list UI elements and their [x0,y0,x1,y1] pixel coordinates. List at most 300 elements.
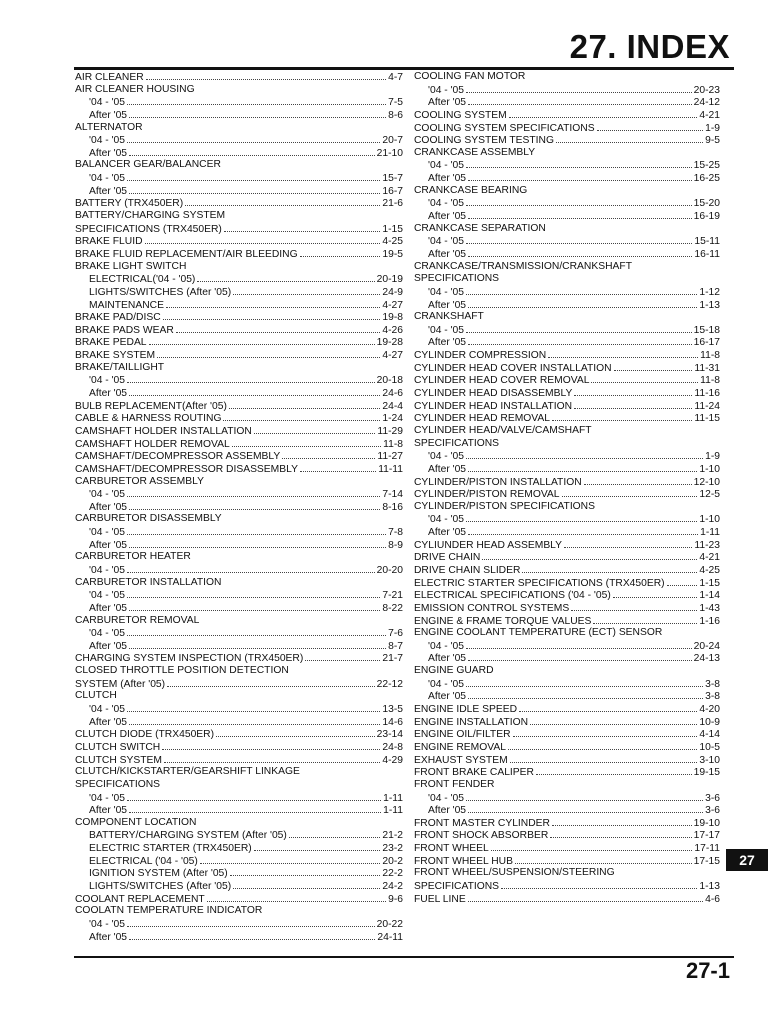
index-entry-label: After '05 [428,805,467,817]
leader-dots [167,678,375,687]
index-entry-label: CLOSED THROTTLE POSITION DETECTION [75,665,289,677]
index-entry-label: DRIVE CHAIN SLIDER [414,564,521,576]
index-entry-page: 20-18 [376,375,403,387]
index-entry [414,96,720,109]
index-entry-page: 15-20 [693,198,720,210]
index-entry-page: 17-15 [693,855,720,867]
index-entry-label: ENGINE & FRAME TORQUE VALUES [414,615,592,627]
leader-dots [146,71,386,80]
index-entry [75,501,403,514]
index-entry [75,84,403,97]
leader-dots [127,134,380,143]
index-entry-page: 1-10 [699,463,720,475]
index-entry [414,589,720,602]
index-entry-label: COOLING SYSTEM [414,109,507,121]
index-entry [414,867,720,880]
index-entry-label: CYLINDER HEAD/VALVE/CAMSHAFT [414,424,592,436]
leader-dots [127,374,375,383]
index-entry-label: BRAKE LIGHT SWITCH [75,260,187,272]
index-entry [414,235,720,248]
index-entry [414,438,720,451]
index-entry [75,476,403,489]
index-entry [414,286,720,299]
index-entry-page: 11-8 [700,375,720,387]
index-entry-label: ALTERNATOR [75,121,143,133]
leader-dots [129,539,386,548]
index-entry-label: BRAKE PADS WEAR [75,324,174,336]
index-entry-label: After '05 [89,388,128,400]
index-entry [414,880,720,893]
index-entry [414,400,720,413]
index-entry-page: 3-8 [705,678,720,690]
index-entry-page: 8-16 [382,501,403,513]
index-entry-page: 24-2 [382,881,403,892]
leader-dots [556,134,703,143]
index-entry [414,893,720,906]
index-entry-label: CYLINDER HEAD COVER INSTALLATION [414,362,612,374]
leader-dots [468,652,692,661]
leader-dots [530,716,697,725]
index-entry-page: 15-11 [694,236,720,248]
index-entry [75,640,403,653]
index-entry-label: ELECTRICAL('04 - '05) [89,274,196,286]
index-entry-label: MAINTENANCE [89,299,164,311]
leader-dots [597,122,704,131]
index-entry [75,551,403,564]
index-entry-label: '04 - '05 [428,236,464,248]
index-entry-page: 20-7 [382,135,403,147]
leader-dots [468,96,692,105]
leader-dots [127,172,380,181]
leader-dots [127,96,386,105]
index-entry-page: 24-4 [382,400,403,412]
index-entry-label: '04 - '05 [428,198,464,210]
leader-dots [513,728,698,737]
index-entry-label: After '05 [89,539,128,551]
index-entry [414,210,720,223]
leader-dots [468,690,703,699]
index-entry-label: CARBURETOR HEATER [75,551,191,563]
index-entry-label: CRANKCASE ASSEMBLY [414,146,536,158]
index-entry-page: 11-29 [377,425,403,437]
index-entry-label: CYLIUNDER HEAD ASSEMBLY [414,539,563,551]
index-entry-page: 1-11 [383,792,403,804]
index-entry-label: COOLING SYSTEM TESTING [414,135,554,147]
leader-dots [197,273,374,282]
index-entry [414,804,720,817]
index-entry-page: 24-6 [382,388,403,400]
index-entry [414,412,720,425]
index-entry-label: CLUTCH/KICKSTARTER/GEARSHIFT LINKAGE [75,766,300,778]
index-entry-label: After '05 [89,640,128,652]
index-entry [75,690,403,703]
index-entry-page: 9-5 [705,135,720,147]
index-entry-label: ENGINE INSTALLATION [414,716,529,728]
index-entry-label: After '05 [428,463,467,475]
index-entry-label: After '05 [89,147,128,159]
index-entry [414,501,720,514]
index-entry-page: 15-25 [693,160,720,172]
index-entry [414,716,720,729]
index-entry-label: After '05 [428,337,467,349]
index-entry-label: After '05 [428,211,467,223]
leader-dots [145,235,381,244]
index-entry-page: 21-7 [382,653,403,665]
leader-dots [614,362,693,371]
leader-dots [466,513,697,522]
index-entry [414,425,720,438]
index-entry-label: SPECIFICATIONS [75,778,161,790]
index-entry-label: SYSTEM (After '05) [75,678,166,690]
index-entry [75,311,403,324]
index-entry-label: After '05 [428,691,467,703]
index-entry-label: CRANKCASE SEPARATION [414,222,546,234]
index-entry-label: After '05 [89,931,128,943]
index-entry [414,248,720,261]
index-entry [75,804,403,817]
leader-dots [613,589,698,598]
index-entry [75,829,403,842]
index-entry [75,564,403,577]
index-entry-page: 1-43 [699,602,720,614]
index-entry-page: 1-9 [705,451,720,463]
index-entry-label: SPECIFICATIONS [414,881,500,892]
leader-dots [574,400,692,409]
leader-dots [468,804,703,813]
index-entry-label: '04 - '05 [89,135,125,147]
leader-dots [468,893,703,902]
index-entry [75,286,403,299]
index-entry-label: BATTERY/CHARGING SYSTEM (After '05) [89,830,287,842]
index-entry [75,526,403,539]
index-entry [75,159,403,172]
index-entry-page: 7-8 [388,527,403,539]
index-entry [414,842,720,855]
index-entry [414,526,720,539]
index-entry-label: After '05 [428,248,467,260]
index-entry-page: 16-17 [693,337,720,349]
leader-dots [176,324,381,333]
index-entry-label: '04 - '05 [89,173,125,185]
leader-dots [536,766,692,775]
leader-dots [466,159,692,168]
index-entry-label: After '05 [428,653,467,665]
index-entry [414,766,720,779]
index-entry-page: 21-6 [382,198,403,210]
index-entry [75,248,403,261]
index-entry [75,779,403,792]
index-entry-page: 19-5 [382,248,403,260]
index-entry-label: BALANCER GEAR/BALANCER [75,159,221,171]
index-entry-page: 24-9 [382,286,403,298]
index-entry-label: ENGINE COOLANT TEMPERATURE (ECT) SENSOR [414,627,663,639]
index-entry [414,336,720,349]
index-entry-page: 4-25 [382,236,403,248]
index-entry-page: 17-11 [694,843,720,855]
page-title: 27. INDEX [569,28,730,65]
index-entry-page: 17-17 [693,830,720,842]
index-entry-label: COOLATN TEMPERATURE INDICATOR [75,905,263,917]
index-entry-page: 4-20 [699,704,720,716]
index-entry-label: CARBURETOR INSTALLATION [75,576,222,588]
index-entry-page: 10-5 [699,741,720,753]
index-entry-page: 10-9 [699,716,720,728]
index-entry [75,615,403,628]
index-entry-label: CAMSHAFT/DECOMPRESSOR DISASSEMBLY [75,463,298,475]
index-entry [414,311,720,324]
index-column-right [414,71,720,905]
index-entry-label: '04 - '05 [428,451,464,463]
index-entry [75,122,403,135]
index-entry-page: 19-8 [382,312,403,324]
leader-dots [127,792,381,801]
index-entry [414,577,720,590]
index-entry-label: CARBURETOR ASSEMBLY [75,475,204,487]
leader-dots [468,336,692,345]
index-entry [75,185,403,198]
index-entry-page: 4-14 [699,729,720,741]
index-entry-label: After '05 [428,173,467,185]
leader-dots [129,109,386,118]
index-entry-label: BATTERY/CHARGING SYSTEM [75,210,226,222]
leader-dots [552,412,692,421]
index-entry-page: 8-22 [382,602,403,614]
leader-dots [584,476,692,485]
index-entry-page: 4-6 [705,893,720,905]
leader-dots [224,223,381,232]
leader-dots [127,627,386,636]
index-entry-page: 8-6 [388,109,403,121]
index-entry-page: 15-18 [693,324,720,336]
index-entry-page: 20-22 [376,918,403,930]
index-entry-page: 11-27 [377,451,403,463]
index-entry-page: 24-12 [693,97,720,109]
index-entry-label: CLUTCH SYSTEM [75,754,162,766]
index-entry-label: '04 - '05 [89,590,125,602]
index-entry [75,539,403,552]
index-entry [75,589,403,602]
leader-dots [466,640,692,649]
index-entry [75,387,403,400]
index-entry [75,817,403,830]
index-entry-label: ENGINE IDLE SPEED [414,704,517,716]
index-entry-page: 8-7 [388,640,403,652]
leader-dots [562,488,698,497]
index-entry [75,652,403,665]
index-entry-page: 14-6 [382,716,403,728]
leader-dots [508,741,697,750]
index-entry [414,652,720,665]
index-entry-label: DRIVE CHAIN [414,552,481,564]
leader-dots [254,842,381,851]
index-entry [414,223,720,236]
index-entry [75,678,403,691]
index-entry [75,197,403,210]
index-entry [414,539,720,552]
index-entry-page: 1-13 [699,881,720,892]
index-entry [75,109,403,122]
index-entry [75,235,403,248]
index-entry-label: CLUTCH SWITCH [75,741,161,753]
leader-dots [305,652,380,661]
index-entry-label: FRONT WHEEL [414,843,489,855]
index-entry-label: '04 - '05 [89,375,125,387]
leader-dots [127,703,380,712]
index-entry-label: After '05 [428,97,467,109]
index-entry-label: LIGHTS/SWITCHES (After '05) [89,881,232,892]
index-entry-label: FRONT BRAKE CALIPER [414,767,534,779]
leader-dots [289,829,381,838]
index-entry [414,84,720,97]
leader-dots [468,172,692,181]
leader-dots [519,703,697,712]
index-entry [414,602,720,615]
leader-dots [157,349,380,358]
index-entry-label: BRAKE/TAILLIGHT [75,361,165,373]
index-entry-label: FRONT WHEEL/SUSPENSION/STEERING [414,867,615,879]
index-entry [75,741,403,754]
index-entry-label: ENGINE REMOVAL [414,741,506,753]
index-entry-label: FRONT WHEEL HUB [414,855,513,867]
index-entry-page: 11-16 [694,388,720,400]
index-entry-page: 4-29 [382,754,403,766]
leader-dots [129,501,380,510]
leader-dots [510,754,698,763]
index-entry-page: 4-27 [382,350,403,362]
index-entry-label: CAMSHAFT HOLDER INSTALLATION [75,425,252,437]
index-entry [75,842,403,855]
leader-dots [127,564,375,573]
index-entry-label: '04 - '05 [89,918,125,930]
index-entry-label: CYLINDER HEAD INSTALLATION [414,400,573,412]
index-entry-page: 23-14 [376,729,403,741]
leader-dots [482,551,697,560]
index-entry [414,665,720,678]
index-entry-label: '04 - '05 [428,678,464,690]
leader-dots [468,463,697,472]
index-entry [414,754,720,767]
leader-dots [129,387,380,396]
index-entry-label: FRONT MASTER CYLINDER [414,817,550,829]
leader-dots [522,564,697,573]
index-entry-label: '04 - '05 [428,514,464,526]
leader-dots [550,829,691,838]
index-entry [75,134,403,147]
index-entry-page: 20-23 [693,84,720,96]
leader-dots [548,349,698,358]
index-entry [75,273,403,286]
index-entry [75,792,403,805]
leader-dots [564,539,692,548]
index-entry-label: '04 - '05 [89,792,125,804]
index-entry-page: 20-19 [376,274,403,286]
index-entry [75,261,403,274]
index-entry-label: '04 - '05 [89,527,125,539]
index-entry-label: '04 - '05 [428,640,464,652]
index-entry-page: 4-21 [699,552,720,564]
leader-dots [574,387,692,396]
leader-dots [491,842,693,851]
leader-dots [216,728,375,737]
index-column-left [75,71,403,943]
index-entry-label: BRAKE SYSTEM [75,350,156,362]
leader-dots [129,804,381,813]
leader-dots [233,286,380,295]
index-entry-label: After '05 [89,501,128,513]
index-entry-label: '04 - '05 [89,564,125,576]
index-entry-label: FRONT FENDER [414,778,495,790]
leader-dots [468,526,698,535]
index-entry-label: CRANKCASE/TRANSMISSION/CRANKSHAFT [414,260,632,272]
index-entry-label: CARBURETOR DISASSEMBLY [75,513,222,525]
index-entry-page: 1-9 [705,122,720,134]
index-entry [75,728,403,741]
index-entry-page: 15-7 [382,173,403,185]
index-entry-page: 19-10 [693,817,720,829]
index-entry [75,299,403,312]
leader-dots [667,577,698,586]
index-entry [75,362,403,375]
index-entry-label: EMISSION CONTROL SYSTEMS [414,602,570,614]
index-entry-label: CAMSHAFT HOLDER REMOVAL [75,438,230,450]
index-entry [414,273,720,286]
leader-dots [129,716,380,725]
index-entry-page: 16-25 [693,173,720,185]
index-entry-label: CAMSHAFT/DECOMPRESSOR ASSEMBLY [75,451,281,463]
leader-dots [254,425,376,434]
leader-dots [300,463,376,472]
leader-dots [509,109,698,118]
index-entry-label: After '05 [89,185,128,197]
index-entry [414,362,720,375]
index-entry [75,438,403,451]
leader-dots [129,602,380,611]
index-entry-label: BULB REPLACEMENT(After '05) [75,400,227,412]
index-entry-label: CYLINDER COMPRESSION [414,350,547,362]
index-entry [75,880,403,893]
index-entry [414,829,720,842]
index-entry-label: FUEL LINE [414,893,466,905]
index-entry [75,766,403,779]
index-entry [414,640,720,653]
index-entry-label: IGNITION SYSTEM (After '05) [89,868,228,880]
index-entry-label: '04 - '05 [428,324,464,336]
index-entry [414,476,720,489]
index-entry-page: 20-20 [376,564,403,576]
index-entry [75,931,403,944]
index-entry-page: 11-31 [694,362,720,374]
index-entry-page: 4-27 [382,299,403,311]
index-entry-label: FRONT SHOCK ABSORBER [414,830,549,842]
index-entry-page: 1-10 [699,514,720,526]
index-entry [414,741,720,754]
index-entry-label: ELECTRIC STARTER SPECIFICATIONS (TRX450ER) [414,577,665,589]
index-entry-page: 7-6 [388,628,403,640]
index-entry-label: SPECIFICATIONS (TRX450ER) [75,223,222,235]
index-entry-label: BRAKE FLUID REPLACEMENT/AIR BLEEDING [75,248,298,260]
index-entry-label: CARBURETOR REMOVAL [75,614,200,626]
index-entry-label: CRANKSHAFT [414,311,484,323]
leader-dots [466,324,692,333]
index-entry-label: CYLINDER/PISTON SPECIFICATIONS [414,500,595,512]
leader-dots [229,400,381,409]
leader-dots [466,235,692,244]
index-entry-label: After '05 [89,109,128,121]
index-entry-label: COOLANT REPLACEMENT [75,893,205,905]
index-entry-label: CRANKCASE BEARING [414,184,528,196]
index-entry-label: '04 - '05 [89,489,125,501]
index-entry [414,159,720,172]
